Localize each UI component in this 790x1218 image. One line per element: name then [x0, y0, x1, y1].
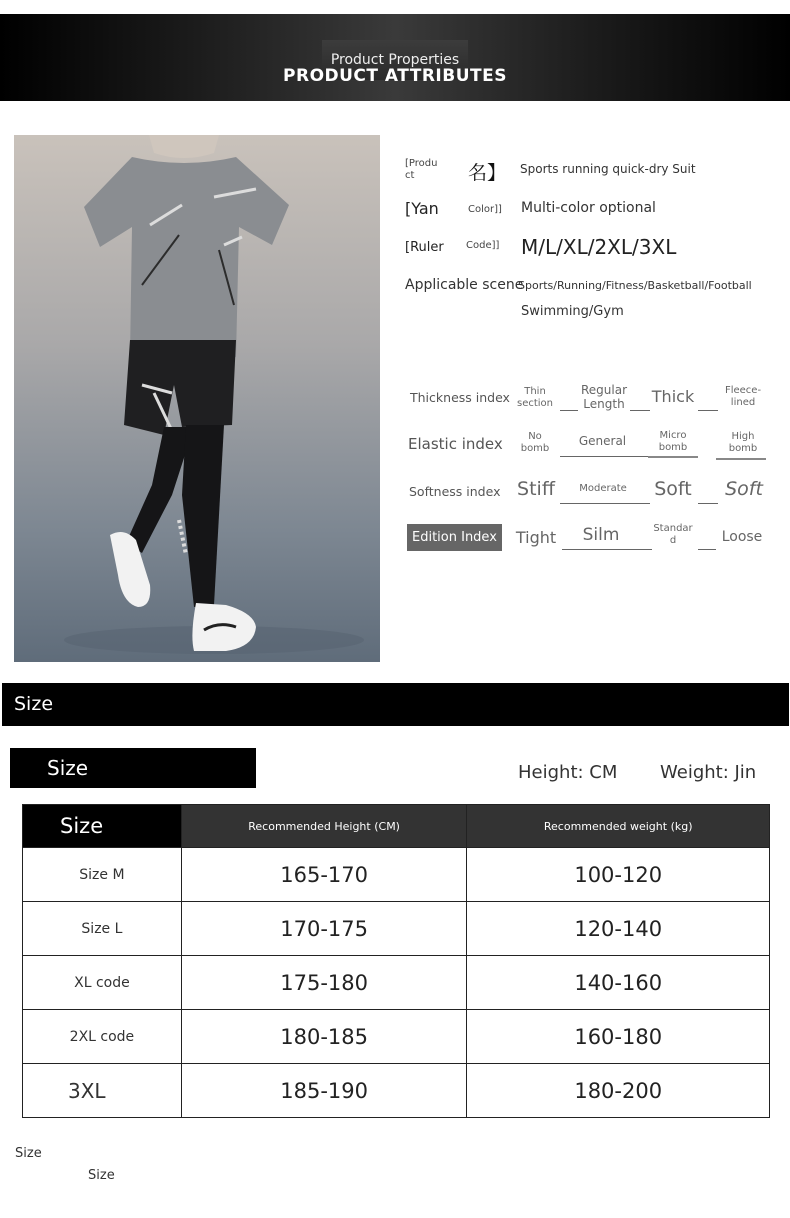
scene-value-1: Sports/Running/Fitness/Basketball/Football [518, 279, 752, 292]
weight-cell: 180-200 [467, 1064, 770, 1118]
table-row [23, 848, 770, 902]
edition-index-label: Edition Index [407, 524, 502, 551]
size-cell: 2XL code [23, 1010, 182, 1064]
column-header-size: Size [23, 805, 182, 848]
ruler-value: M/L/XL/2XL/3XL [521, 235, 677, 259]
size-cell: 3XL [23, 1064, 182, 1118]
thickness-option-fleece: Fleece- lined [724, 385, 762, 408]
elastic-option-high: High bomb [728, 431, 758, 454]
edition-option-loose: Loose [721, 529, 763, 545]
thickness-option-regular: Regular Length [580, 383, 628, 411]
product-name-value: Sports running quick-dry Suit [520, 162, 696, 176]
softness-divider [698, 503, 718, 504]
thickness-divider [698, 410, 718, 411]
edition-option-standard: Standar d [653, 523, 693, 546]
edition-divider [562, 549, 652, 550]
weight-cell: 100-120 [467, 848, 770, 902]
thickness-divider [630, 410, 650, 411]
elastic-index-label: Elastic index [408, 435, 503, 453]
footer-note-2: Size [88, 1168, 115, 1183]
edition-divider [698, 549, 716, 550]
edition-option-tight: Tight [515, 528, 557, 547]
height-cell: 175-180 [181, 956, 467, 1010]
height-unit-label: Height: CM [518, 762, 618, 783]
size-cell: XL code [23, 956, 182, 1010]
thickness-option-thick: Thick [651, 387, 695, 406]
table-header-row [23, 805, 770, 848]
softness-option-stiff: Stiff [517, 478, 555, 500]
weight-cell: 140-160 [467, 956, 770, 1010]
elastic-divider [648, 456, 698, 458]
thickness-option-thin: Thin section [516, 386, 553, 409]
size-cell: Size L [23, 902, 182, 956]
column-header-weight: Recommended weight (kg) [467, 805, 770, 848]
thickness-divider [560, 410, 578, 411]
elastic-option-micro: Micro bomb [658, 430, 688, 453]
product-photo [14, 135, 380, 662]
softness-index-label: Softness index [409, 484, 501, 499]
header-title: PRODUCT ATTRIBUTES [283, 66, 507, 86]
size-chart-table [22, 804, 770, 1118]
size-section-bar: Size [2, 683, 789, 726]
elastic-option-general: General [578, 434, 627, 448]
height-cell: 170-175 [181, 902, 467, 956]
softness-option-soft-2: Soft [725, 478, 763, 500]
table-row [23, 1010, 770, 1064]
elastic-divider [716, 458, 766, 460]
height-cell: 165-170 [181, 848, 467, 902]
product-name-key: [Produ ct [405, 158, 438, 181]
color-key: [Yan [405, 199, 439, 218]
color-value: Multi-color optional [521, 200, 656, 216]
elastic-option-none: No bomb [520, 431, 550, 454]
ruler-key: [Ruler [405, 240, 444, 255]
attributes-header-banner [0, 14, 790, 101]
model-illustration [14, 135, 380, 662]
elastic-divider [560, 456, 648, 457]
header-subtitle: Product Properties [322, 40, 468, 80]
column-header-height: Recommended Height (CM) [181, 805, 467, 848]
softness-option-moderate: Moderate [579, 483, 627, 494]
weight-unit-label: Weight: Jin [660, 762, 757, 783]
color-key-suffix: Color]] [468, 204, 502, 215]
product-name-key-suffix: 名】 [468, 162, 507, 184]
softness-option-soft: Soft [654, 478, 692, 500]
table-row [23, 902, 770, 956]
softness-divider [560, 503, 650, 504]
scene-key: Applicable scene [405, 277, 524, 293]
table-row [23, 956, 770, 1010]
size-cell: Size M [23, 848, 182, 902]
ruler-key-suffix: Code]] [466, 240, 500, 251]
height-cell: 185-190 [181, 1064, 467, 1118]
scene-value-2: Swimming/Gym [521, 304, 624, 319]
footer-note-1: Size [15, 1146, 42, 1161]
table-row [23, 1064, 770, 1118]
weight-cell: 160-180 [467, 1010, 770, 1064]
weight-cell: 120-140 [467, 902, 770, 956]
thickness-index-label: Thickness index [410, 390, 510, 405]
height-cell: 180-185 [181, 1010, 467, 1064]
size-box-title: Size [10, 748, 256, 788]
edition-option-slim: Silm [582, 525, 620, 545]
